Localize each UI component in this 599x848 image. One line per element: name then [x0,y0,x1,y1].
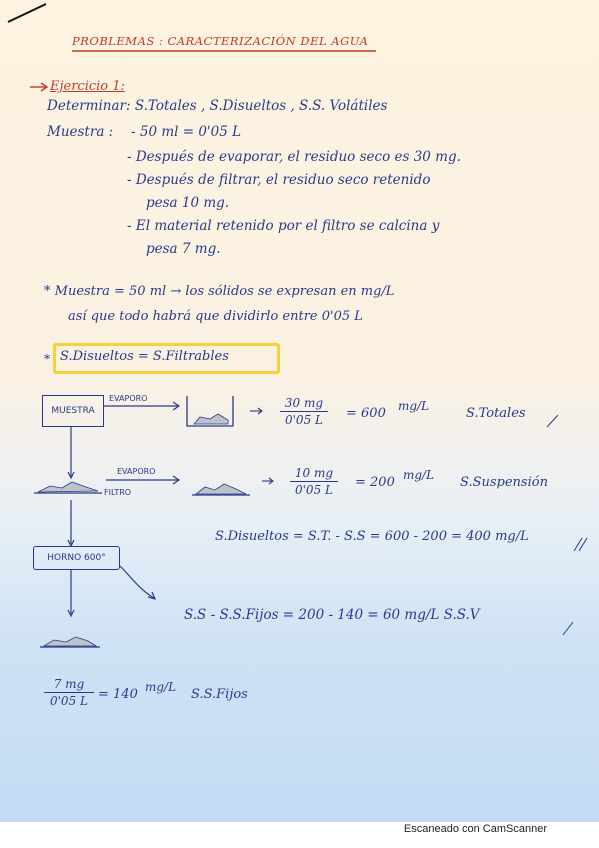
fraction-numerator: 7 mg [44,677,94,693]
eq2-result: = 200 [355,475,395,490]
fraction-denominator: 0'05 L [285,413,323,427]
exercise-label: Ejercicio 1: [50,79,125,94]
note-line: * Muestra = 50 ml → los sólidos se expresan en mg/L [44,284,395,299]
camscanner-footer: Escaneado con CamScanner [403,823,547,835]
eq1-result: = 600 [346,406,386,421]
bullet-line: - Después de evaporar, el residuo seco es 30 mg. [127,149,461,165]
fraction-eq5 [44,677,94,708]
eq2-unit: mg/L [403,468,435,482]
evaporo-label: EVAPORO [109,394,148,403]
page-title: PROBLEMAS : CARACTERIZACIÓN DEL AGUA [72,34,369,48]
note-line: así que todo habrá que dividirlo entre 0'05 L [68,309,363,324]
eq5-unit: mg/L [145,680,177,694]
asterisk-mark: * [44,352,50,366]
eq2-label: S.Suspensión [460,475,548,490]
bullet-line: - Después de filtrar, el residuo seco retenido [127,172,431,188]
eq5-label: S.S.Fijos [191,687,248,702]
fraction-denominator: 0'05 L [50,694,88,708]
evaporo-label: EVAPORO [117,467,156,476]
bullet-line: pesa 10 mg. [146,195,230,211]
bullet-line: pesa 7 mg. [146,241,221,257]
determinar-line: Determinar: S.Totales , S.Disueltos , S.S. Volátiles [47,98,388,114]
horno-box: HORNO 600° [33,546,120,570]
eq1-label: S.Totales [466,406,526,421]
highlight-text: S.Disueltos = S.Filtrables [60,349,229,364]
fraction-numerator: 30 mg [280,396,328,412]
eq4-line: S.S - S.S.Fijos = 200 - 140 = 60 mg/L S.S.V [184,607,480,623]
bullet-line: - El material retenido por el filtro se calcina y [127,218,440,234]
eq5-result: = 140 [98,687,138,702]
filtro-label: FILTRO [104,488,132,497]
fraction-numerator: 10 mg [290,466,338,482]
eq1-unit: mg/L [398,399,430,413]
fraction-eq2 [290,466,338,497]
bullet-line: - 50 ml = 0'05 L [131,124,242,140]
muestra-box: MUESTRA [42,395,104,427]
fraction-eq1 [280,396,328,427]
eq3-line: S.Disueltos = S.T. - S.S = 600 - 200 = 400 mg/L [215,529,529,544]
fraction-denominator: 0'05 L [295,483,333,497]
muestra-label: Muestra : [47,124,114,140]
